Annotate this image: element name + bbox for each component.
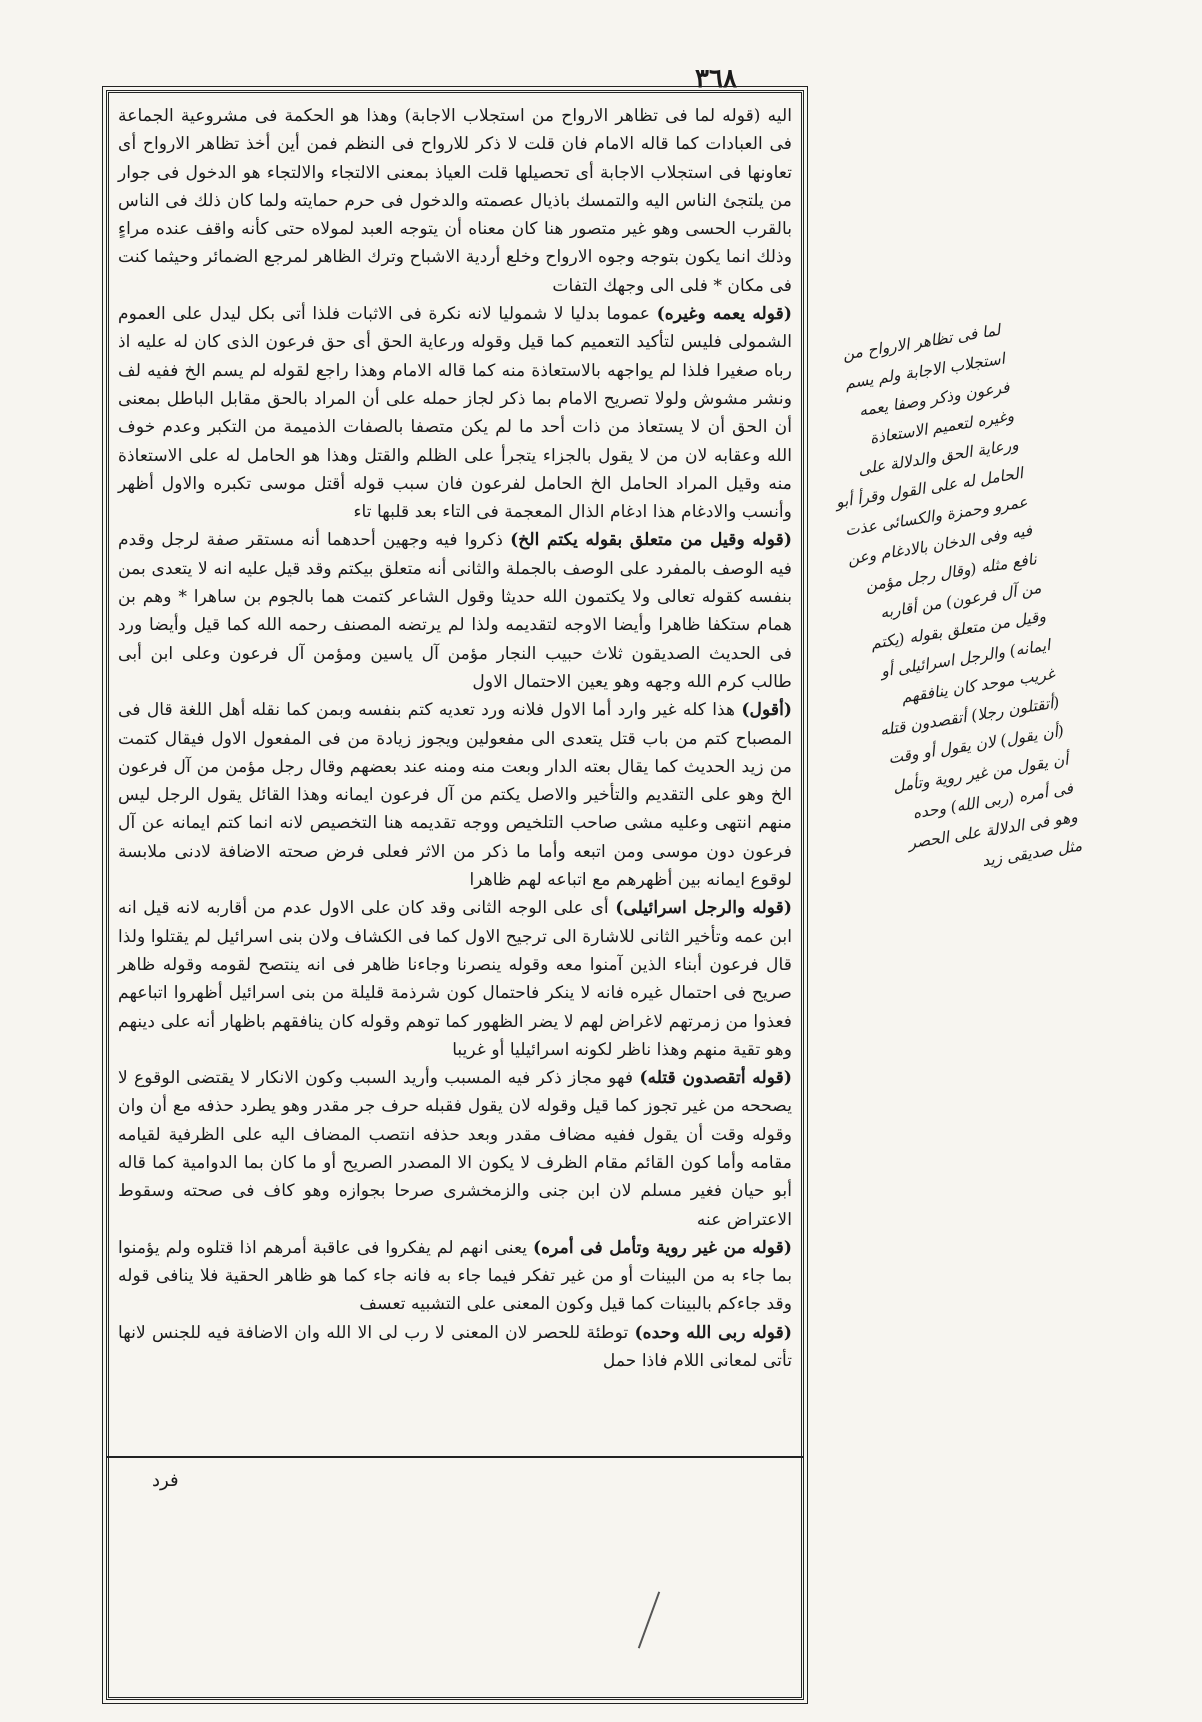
margin-gloss: لما فى تظاهر الارواح من استجلاب الاجابة ولم يسم فرعون وذكر وصفا يعمه وغيره لتعميم الاستعاذة ورعاية الحق والدلالة على الحامل له على القول وقرأ أبو عمرو وحمزة والكسائى عذت فيه وفى الدخان بالادغام وعن نافع مثله (وقال رجل مؤمن من آل فرعون) من أقاربه وقيل من متعلق بقوله (يكتم ايمانه) والرجل اسرائيلى أو غريب موحد كان ينافقهم (أتقتلون رجلا) أتقصدون قتله (أن يقول) لان يقول أو وقت أن يقول من غير روية وتأمل فى أمره (ربى الله) وحده وهو فى الدلالة على الحصر مثل صديقى زيد [834,320,1084,871]
bottom-rule [106,1456,804,1458]
paragraph [118,894,792,1064]
lemma-heading: (قوله أتقصدون قتله) [639,1068,792,1089]
paragraph [118,1319,792,1376]
paragraph [118,300,792,526]
lemma-heading: (قوله وقيل من متعلق بقوله يكتم الخ) [510,530,793,551]
commentary-text [112,98,798,1458]
catchword: فرد [152,1470,179,1491]
paragraph-body: يعنى انهم لم يفكروا فى عاقبة أمرهم اذا قتلوه ولم يؤمنوا بما جاء به من البينات أو من غير تفكر فيما جاء به فانه جاء كما هو ظاهر الحقية فلا ينافى قوله وقد جاءكم بالبينات كما قيل وكون المعنى على التشبيه تعسف [118,1237,792,1315]
paragraph [118,696,792,894]
lemma-heading: (قوله ربى الله وحده) [634,1322,793,1343]
paragraph [118,526,792,696]
paragraph [118,1064,792,1234]
lemma-heading: (قوله من غير روية وتأمل فى أمره) [533,1237,792,1258]
lemma-heading: (قوله والرجل اسرائيلى) [615,898,792,919]
paragraph-body: ذكروا فيه وجهين أحدهما أنه مستقر صفة لرجل وقدم فيه الوصف بالمفرد على الوصف بالجملة والثانى أنه متعلق بيكتم وقد قيل عليه انه لا يتعدى بمن بنفسه كقوله تعالى ولا يكتمون الله حديثا وقول الشاعر كتمت هما بالجوم بن ساهرا * وهم بن همام ستكفا ظاهرا وأيضا الاوجه لتقديمه ولذا لم يرتضه المصنف رحمه الله كما قيل وأيضا ورد فى الحديث الصديقون ثلاث حبيب النجار مؤمن آل ياسين ومؤمن آل فرعون وعلى ابن أبى طالب كرم الله وجهه وهو يعين الاحتمال الاول [118,530,792,692]
paragraph-body: اليه (قوله لما فى تظاهر الارواح من استجلاب الاجابة) وهذا هو الحكمة فى مشروعية الجماعة فى العبادات كما قاله الامام فان قلت لا ذكر للارواح فى النظم فمن أين أخذ تظاهر الارواح أى تعاونها فى استجلاب الاجابة أى تحصيلها قلت العياذ بمعنى الالتجاء والالتجاء هو الدخول فى جوار من يلتجئ الناس اليه والتمسك باذيال عصمته والدخول فى حرم حمايته ولما كان ذلك فى الناس بالقرب الحسى وهو غير متصور هنا كان معناه أن يتوجه العبد لمولاه حتى كأنه واقف عنده مراءٍ وذلك انما يكون بتوجه وجوه الارواح وخلع أردية الاشباح وترك الظاهر لمرجع الضمائر وحيثما كنت فى مكان * فلى الى وجهك التفات [118,106,792,296]
paragraph-body: هذا كله غير وارد أما الاول فلانه ورد تعديه كتم بنفسه وبمن كما نقله أهل اللغة قال فى المصباح كتم من باب قتل يتعدى الى مفعولين ويجوز زيادة من فى المفعول الاول فيقال كتمت من زيد الحديث كما يقال بعته الدار وبعت منه ومنه عند بعضهم وقال رجل مؤمن من آل فرعون الخ وهو على التقديم والتأخير والاصل يكتم من آل فرعون ايمانه وهذا القائل يقول الرجل ليس منهم انتهى وعليه مشى صاحب التلخيص ووجه تقديمه هنا التخصيص لانه انما كتم ايمانه عن آل فرعون دون موسى ومن اتبعه وأما ما ذكر من الاثر فعلى فرض صحته الاضافة لادنى ملابسة لوقوع ايمانه بين أظهرهم مع اتباعه لهم ظاهرا [118,700,792,891]
paragraph-body: أى على الوجه الثانى وقد كان على الاول عدم من أقاربه لانه قيل انه ابن عمه وتأخير الثانى للاشارة الى ترجيح الاول كما فى الكشاف ولان بنى اسرائيل لم يقتلوا ولذا قال فرعون أبناء الذين آمنوا معه وقوله ينصرنا وجاءنا ظاهر فى انه ينتصح لقومه وقوله ظاهر صريح فى احتمال غيره فانه لا ينكر فاحتمال كون شرذمة قليلة من بنى اسرائيل أظهروا اتباعهم فعذوا من زمرتهم لاغراض لهم لا يضر الظهور كما توهم وقوله كان ينافقهم باظهار أنه على دينهم وهو تقية منهم وهذا ناظر لكونه اسرائيليا أو غريبا [118,898,792,1060]
lemma-heading: (قوله يعمه وغيره) [656,304,792,325]
paragraph [118,102,792,300]
page-number: ٣٦٨ [695,64,737,94]
paragraph-body: عموما بدليا لا شموليا لانه نكرة فى الاثبات فلذا أتى بكل ليدل على العموم الشمولى فليس لتأكيد التعميم كما قيل وقوله ورعاية الحق أى حق فرعون الذى كان له عليه اذ رباه صغيرا فلذا لم يواجهه بالاستعاذة منه كما قاله الامام وهذا راجع لقوله لم يسم الخ ففيه لف ونشر مشوش ولولا تصريح الامام بما ذكر لجاز حمله على أن المراد بالحق مقابل الباطل بمعنى أن الحق أن لا يستعاذ من ذات أحد ما لم يكن متصفا بالصفات الذميمة من التكبر وعدم خوف الله وعقابه لان من لا يقول بالجزاء يتجرأ على الظلم والقتل وهذا هو الحامل له على الاستعاذة منه وقيل المراد الحامل الخ الحامل لفرعون فان سبب قوله أقتل موسى تكبره والاول أظهر وأنسب والادغام هذا ادغام الذال المعجمة فى التاء بعد قلبها تاء [118,304,792,523]
paragraph-body: فهو مجاز ذكر فيه المسبب وأريد السبب وكون الانكار لا يقتضى الوقوع لا يصححه من غير تجوز كما قيل وقوله لان يقول فقبله حرف جر مقدر وهو يطرد حذفه مع أن وان وقوله وقت أن يقول ففيه مضاف مقدر وبعد حذفه انتصب المضاف اليه على الظرفية لقيامه مقامه وأما كون القائم مقام الظرف لا يكون الا المصدر الصريح أو ما كان بما الدوامية كما قاله أبو حيان فغير مسلم لان ابن جنى والزمخشرى صرحا بجوازه وهو كاف فى صحته وسقوط الاعتراض عنه [118,1068,792,1230]
paragraph-body: توطئة للحصر لان المعنى لا رب لى الا الله وان الاضافة فيه للجنس لانها تأتى لمعانى اللام فاذا حمل [118,1322,792,1372]
paragraph [118,1234,792,1319]
lemma-heading: (أقول) [741,700,792,721]
